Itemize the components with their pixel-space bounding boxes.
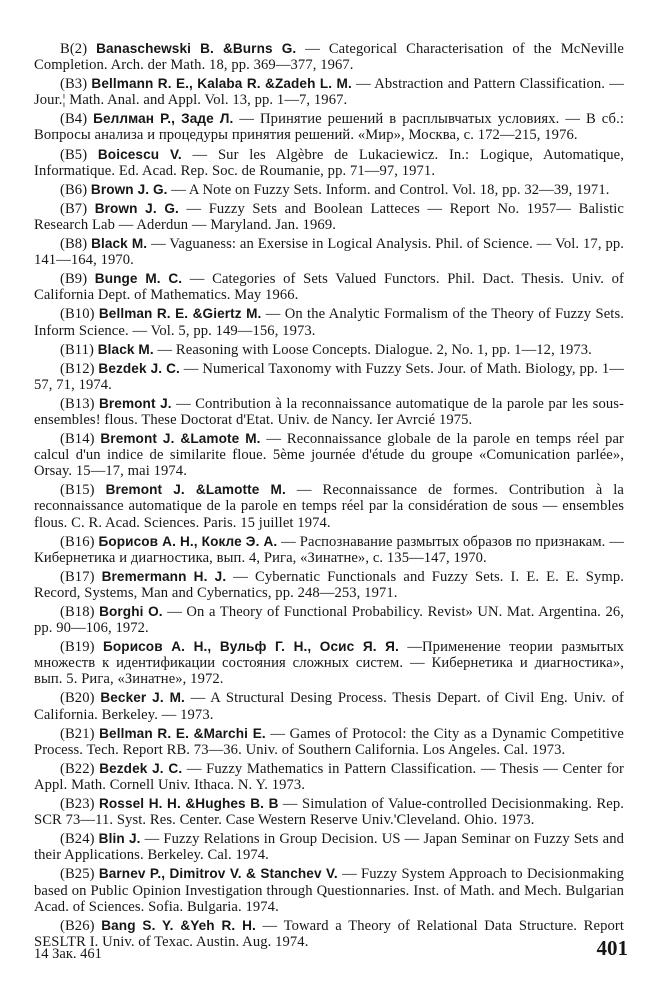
entry-key: (B20) [60, 690, 95, 707]
entry-key: (B5) [60, 146, 88, 163]
entry-authors: Bremermann H. J. [101, 568, 227, 584]
entry-key: (B4) [60, 111, 88, 128]
entry-key: (B22) [60, 760, 95, 777]
entry-text: — Abstraction and Pattern Classification. — Jour.¦ Math. Anal. and Appl. Vol. 13, pp. 1—7, 1967. [34, 76, 625, 109]
entry-authors: Rossel H. H. &Hughes B. B [98, 796, 279, 812]
entry-key: (B18) [60, 604, 95, 620]
bibliography-entry [34, 569, 624, 601]
entry-text: — Fuzzy Mathematics in Pattern Classification. — Thesis — Center for Appl. Math. Cornell Univ. Ithaca. N. Y. 1973. [34, 760, 624, 793]
entry-key: (B24) [60, 831, 95, 848]
entry-text: — Sur les Algèbre de Lukaciewicz. In.: Logique, Automatique, Informatique. Ed. Acad. Rep. Soc. de Roumanie, pp. 71—97, 1971. [34, 146, 625, 179]
bibliography-entry [34, 76, 624, 108]
bibliography-entry [34, 342, 624, 358]
entry-text: — Fuzzy Relations in Group Decision. US — Japan Seminar on Fuzzy Sets and their Applications. Berkeley. Cal. 1974. [34, 831, 624, 864]
entry-authors: Black M. [97, 341, 154, 357]
entry-authors: Bremont J. &Lamote M. [100, 431, 261, 447]
entry-text: — Reconnaissance globale de la parole en temps réel par calcul d'un indice de similarite floue. 5ème journée d'étude du groupe «Comunication parlée», Orsay. 15—17, mai 1974. [34, 431, 624, 480]
printer-signature: 14 Зак. 461 [34, 946, 102, 962]
entry-text: — Numerical Taxonomy with Fuzzy Sets. Jour. of Math. Biology, pp. 1—57, 71, 1974. [34, 360, 625, 393]
entry-authors: Bang S. Y. &Yeh R. H. [101, 917, 256, 933]
entry-text: — Simulation of Value-controlled Decisionmaking. Rep. SCR 73—11. Syst. Res. Center. Case Western Reserve Univ.'Cleveland. Ohio. 1973. [34, 796, 625, 829]
entry-key: (B13) [60, 395, 95, 412]
bibliography-entry [34, 534, 624, 566]
entry-key: (B21) [60, 725, 95, 742]
entry-key: (B25) [60, 866, 95, 883]
bibliography-entry [34, 639, 624, 687]
entry-text: — On the Analytic Formalism of the Theory of Fuzzy Sets. Inform Science. — Vol. 5, pp. 149—156, 1973. [34, 306, 624, 339]
bibliography-entry [34, 306, 624, 338]
entry-text: — A Note on Fuzzy Sets. Inform. and Control. Vol. 18, pp. 32—39, 1971. [167, 181, 610, 198]
entry-key: (B19) [60, 639, 95, 656]
bibliography-entry [34, 236, 624, 268]
entry-authors: Black M. [91, 236, 148, 252]
bibliography-entry [34, 761, 624, 793]
entry-key: (B11) [60, 341, 95, 358]
entry-authors: Brown J. G. [90, 181, 168, 197]
entry-authors: Bellman R. E. &Marchi E. [99, 725, 266, 741]
entry-authors: Bremont J. &Lamotte M. [105, 482, 286, 498]
bibliography-entry [34, 482, 624, 530]
page-number: 401 [596, 936, 628, 960]
entry-authors: Bezdek J. C. [98, 360, 180, 376]
entry-key: (B14) [60, 431, 95, 448]
entry-text: — Reasoning with Loose Concepts. Dialogue. 2, No. 1, pp. 1—12, 1973. [153, 341, 592, 358]
entry-text: — Fuzzy Sets and Boolean Latteces — Report No. 1957— Balistic Research Lab — Aderdun — Maryland. Jan. 1969. [34, 200, 625, 233]
entry-authors: Bunge M. C. [94, 271, 183, 287]
bibliography-entry [34, 726, 624, 758]
entry-key: (B26) [60, 917, 95, 934]
entry-key: (B15) [60, 482, 95, 499]
entry-authors: Barnev P., Dimitrov V. & Stanchev V. [98, 866, 338, 882]
entry-key: (B16) [60, 533, 95, 550]
entry-authors: Borghi O. [99, 604, 163, 619]
bibliography-entry [34, 111, 624, 143]
bibliography-entry [34, 271, 624, 303]
entry-authors: Беллман Р., Заде Л. [93, 111, 234, 127]
entry-authors: Борисов А. Н., Кокле Э. А. [98, 533, 278, 549]
entry-authors: Bellmann R. E., Kalaba R. &Zadeh L. M. [91, 76, 352, 92]
bibliography-entry [34, 604, 624, 636]
entry-key: (B23) [60, 796, 95, 813]
entry-authors: Becker J. M. [100, 690, 185, 706]
entry-text: — Games of Protocol: the City as a Dynamic Competitive Process. Tech. Report RB. 73—36. Univ. of Southern California. Los Angeles. Cal. 1973. [34, 725, 625, 758]
entry-key: (B3) [60, 76, 88, 93]
bibliography-entry [34, 831, 624, 863]
entry-text: — Cybernatic Functionals and Fuzzy Sets. I. E. E. E. Symp. Record, Systems, Man and Cybernatics, pp. 248—253, 1971. [34, 568, 625, 601]
entry-authors: Bezdek J. C. [99, 760, 183, 776]
entry-key: (B7) [60, 200, 88, 217]
entry-authors: Banaschewski B. &Burns G. [96, 41, 297, 56]
entry-text: — Распознавание размытых образов по признакам. — Кибернетика и диагностика, вып. 4, Рига, «Зинатне», с. 135—147, 1970. [34, 533, 625, 566]
entry-key: (B9) [60, 271, 88, 288]
entry-text: — Toward a Theory of Relational Data Structure. Report SESLTR I. Univ. of Texac. Austin. Aug. 1974. [34, 917, 625, 950]
bibliography-entry [34, 431, 624, 479]
bibliography-list [34, 41, 624, 953]
bibliography-entry [34, 41, 624, 73]
entry-text: — Fuzzy System Approach to Decisionmaking based on Public Opinion Investigation through Questionnaries. Inst. of Math. and Mech. Bulgarian Acad. of Sciences. Sofia. Bulgaria. 1974. [34, 866, 625, 915]
entry-authors: Борисов А. Н., Вульф Г. Н., Осис Я. Я. [103, 639, 399, 655]
entry-text: —Применение теории размытых множеств к идентификации состояния сложных систем. — Кибернетика и диагностика», вып. 5. Рига, «Зинатне», 1972. [34, 639, 624, 688]
entry-key: (B17) [60, 568, 95, 585]
bibliography-entry [34, 361, 624, 393]
entry-authors: Blin J. [98, 831, 141, 847]
entry-text: — Categories of Sets Valued Functors. Phil. Dact. Thesis. Univ. of California Dept. of Mathematics. May 1966. [34, 271, 624, 304]
bibliography-entry [34, 396, 624, 428]
bibliography-entry [34, 201, 624, 233]
entry-text: — Contribution à la reconnaissance automatique de la parole par les sous-ensembles! flous. These Doctorat d'Etat. Univ. de Nancy. Ier Avrcié 1975. [34, 395, 624, 428]
entry-text: — Categorical Characterisation of the McNeville Completion. Arch. der Math. 18, pp. 369—377, 1967. [34, 41, 625, 74]
bibliography-entry [34, 182, 624, 198]
bibliography-entry [34, 147, 624, 179]
bibliography-entry [34, 796, 624, 828]
entry-text: — Принятие решений в расплывчатых условиях. — В сб.: Вопросы анализа и процедуры принятия решений. «Мир», Москва, с. 172—215, 1976. [34, 111, 624, 144]
entry-key: (B12) [60, 360, 95, 377]
entry-authors: Bremont J. [98, 395, 172, 411]
entry-key: B(2) [60, 41, 88, 57]
entry-key: (B10) [60, 306, 95, 323]
entry-authors: Brown J. G. [94, 200, 179, 216]
bibliography-entry [34, 690, 624, 722]
entry-text: — On a Theory of Functional Probabilicy. Revist» UN. Mat. Argentina. 26, pp. 90—106, 1972. [34, 604, 624, 637]
bibliography-entry [34, 866, 624, 914]
entry-text: — Vaguaness: an Exersise in Logical Analysis. Phil. of Science. — Vol. 17, pp. 141—164, 1970. [34, 236, 625, 269]
entry-text: — A Structural Desing Process. Thesis Depart. of Civil Eng. Univ. of California. Berkeley. — 1973. [34, 690, 625, 723]
entry-authors: Boicescu V. [97, 146, 182, 162]
entry-authors: Bellman R. E. &Giertz M. [98, 306, 262, 322]
entry-key: (B6) [60, 181, 88, 198]
page-footer [34, 936, 628, 964]
entry-text: — Reconnaissance de formes. Contribution à la reconnaissance automatique de la parole en temps réel par la considération de sous — ensembles flous. C. R. Acad. Sciences. Paris. 15 juillet 1974. [34, 482, 625, 531]
entry-key: (B8) [60, 236, 88, 253]
